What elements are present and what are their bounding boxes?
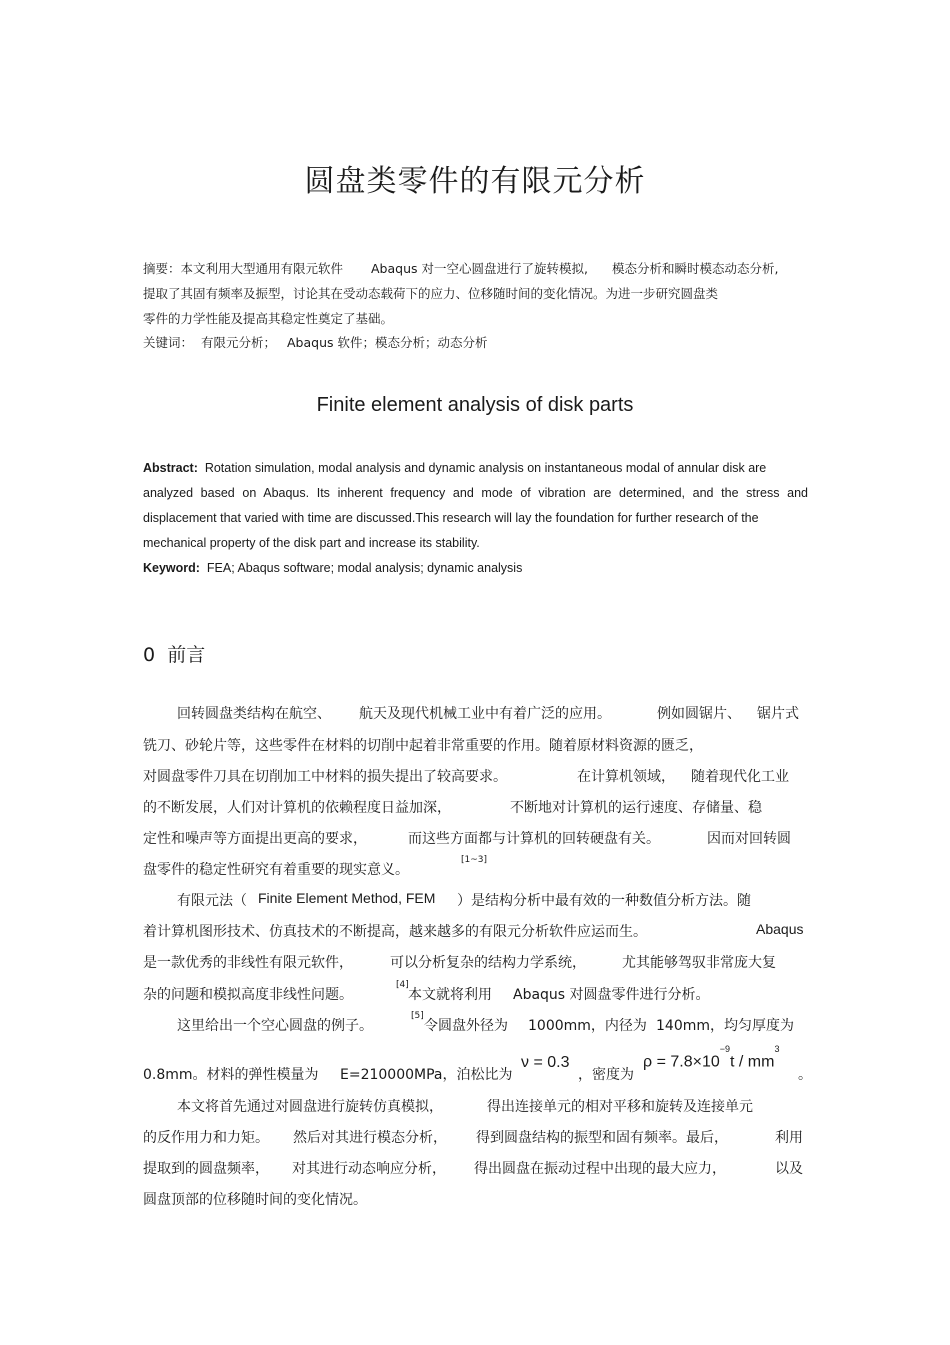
para2-l3a: 是一款优秀的非线性有限元软件，	[143, 955, 353, 971]
para1-l1b: 航天及现代机械工业中有着广泛的应用。	[359, 706, 611, 722]
para1-l4a: 的不断发展，人们对计算机的依赖程度日益加深，	[143, 800, 451, 816]
para1-l1c: 例如圆锯片、	[657, 706, 741, 722]
para4-l4: 圆盘顶部的位移随时间的变化情况。	[143, 1192, 367, 1208]
para3-l1b: 令圆盘外径为	[424, 1018, 508, 1034]
para2-l2a: 着计算机图形技术、仿真技术的不断提高，越来越多的有限元分析软件应运而生。	[143, 924, 647, 940]
para1-l1a: 回转圆盘类结构在航空、	[177, 706, 331, 722]
abstract-cn-line1c: 模态分析和瞬时模态动态分析,	[612, 261, 779, 276]
para4-l1a: 本文将首先通过对圆盘进行旋转仿真模拟，	[177, 1099, 443, 1115]
para4-l2a: 的反作用力和力矩。	[143, 1130, 269, 1146]
abstract-cn-line1a: 摘要：本文利用大型通用有限元软件	[143, 261, 344, 276]
para1-l3a: 对圆盘零件刀具在切削加工中材料的损失提出了较高要求。	[143, 769, 507, 785]
rho-unit-exponent: 3	[774, 1044, 780, 1054]
para4-l3d: 以及	[775, 1161, 803, 1177]
para3-l2d: 。	[798, 1067, 812, 1083]
density-formula	[643, 1044, 780, 1071]
para2-ref: [4]	[396, 980, 409, 990]
para2-l4c: Abaqus 对圆盘零件进行分析。	[513, 987, 710, 1003]
keywords-cn-k2: Abaqus 软件；模态分析；动态分析	[287, 335, 488, 350]
para2-l1b: Finite Element Method, FEM	[258, 890, 436, 906]
para1-l5a: 定性和噪声等方面提出更高的要求，	[143, 831, 367, 847]
para1-l5b: 而这些方面都与计算机的回转硬盘有关。	[408, 831, 660, 847]
abstract-en-label: Abstract:	[143, 461, 198, 475]
rho-exponent: −9	[719, 1044, 730, 1054]
abstract-cn-line3: 零件的力学性能及提高其稳定性奠定了基础。	[143, 311, 394, 326]
nu-symbol: ν	[521, 1054, 529, 1071]
poisson-formula	[521, 1054, 569, 1072]
para4-l2d: 利用	[775, 1130, 803, 1146]
para2-l3b: 可以分析复杂的结构力学系统，	[390, 955, 586, 971]
english-title: Finite element analysis of disk parts	[316, 394, 634, 416]
para1-l3c: 随着现代化工业	[691, 769, 789, 785]
para1-l3b: 在计算机领域，	[577, 769, 675, 785]
abstract-cn-line2: 提取了其固有频率及振型，讨论其在受动态载荷下的应力、位移随时间的变化情况。为进一步研究圆盘类	[143, 286, 719, 301]
para3-l2a: 0.8mm。材料的弹性模量为	[143, 1067, 319, 1083]
para4-l3c: 得出圆盘在振动过程中出现的最大应力，	[474, 1161, 726, 1177]
para3-l1c: 1000mm，内径为	[528, 1018, 647, 1034]
para1-l4b: 不断地对计算机的运行速度、存储量、稳	[510, 800, 762, 816]
para3-ref: [5]	[411, 1011, 424, 1021]
para4-l2b: 然后对其进行模态分析，	[293, 1130, 447, 1146]
para2-l1a: 有限元法（	[177, 893, 247, 909]
para2-l1c: ）是结构分析中最有效的一种数值分析方法。随	[457, 893, 751, 909]
para3-l2b: E=210000MPa，泊松比为	[340, 1067, 513, 1083]
para3-l2c: ，密度为	[578, 1067, 634, 1083]
rho-value: = 7.8×10	[656, 1053, 720, 1071]
para1-ref: [1~3]	[461, 855, 488, 865]
para4-l3b: 对其进行动态响应分析，	[292, 1161, 446, 1177]
rho-symbol: ρ	[643, 1053, 653, 1071]
para1-l5c: 因而对回转圆	[707, 831, 791, 847]
section-heading	[143, 640, 205, 667]
para1-l6: 盘零件的稳定性研究有着重要的现实意义。	[143, 862, 409, 878]
para2-l2b: Abaqus	[756, 921, 804, 937]
keyword-en-text: FEA; Abaqus software; modal analysis; dynamic analysis	[206, 561, 523, 575]
para2-l4a: 杂的问题和模拟高度非线性问题。	[143, 987, 353, 1003]
rho-unit: t / mm	[730, 1053, 775, 1071]
keyword-en	[143, 561, 522, 575]
para4-l1b: 得出连接单元的相对平移和旋转及连接单元	[487, 1099, 753, 1115]
keyword-en-label: Keyword:	[143, 561, 200, 575]
para1-l2: 铣刀、砂轮片等，这些零件在材料的切削中起着非常重要的作用。随着原材料资源的匮乏，	[143, 738, 703, 754]
para4-l3a: 提取到的圆盘频率，	[143, 1161, 269, 1177]
para3-l1a: 这里给出一个空心圆盘的例子。	[177, 1018, 373, 1034]
section-title: 前言	[167, 644, 206, 666]
abstract-en-line2: analyzed based on Abaqus. Its inherent frequency and mode of vibration are determined, and the stress and	[143, 486, 808, 500]
section-number: 0	[143, 644, 156, 666]
para2-l4b: 本文就将利用	[408, 987, 492, 1003]
para3-l1d: 140mm，均匀厚度为	[656, 1018, 794, 1034]
abstract-cn-line1b: Abaqus 对一空心圆盘进行了旋转模拟,	[371, 261, 588, 276]
keywords-cn-label: 关键词：	[143, 335, 194, 350]
para2-l3c: 尤其能够驾驭非常庞大复	[622, 955, 776, 971]
para1-l1d: 锯片式	[757, 706, 799, 722]
keywords-cn-k1: 有限元分析；	[201, 335, 277, 350]
nu-value: = 0.3	[533, 1054, 570, 1071]
abstract-en-line1	[143, 461, 808, 475]
abstract-en-line3: displacement that varied with time are discussed.This research will lay the foundation for further research of the	[143, 511, 759, 525]
para4-l2c: 得到圆盘结构的振型和固有频率。最后，	[476, 1130, 728, 1146]
abstract-en-line1-text: Rotation simulation, modal analysis and dynamic analysis on instantaneous modal of annular disk are	[204, 461, 767, 475]
paper-title: 圆盘类零件的有限元分析	[304, 164, 646, 199]
abstract-en-line4: mechanical property of the disk part and increase its stability.	[143, 536, 480, 550]
